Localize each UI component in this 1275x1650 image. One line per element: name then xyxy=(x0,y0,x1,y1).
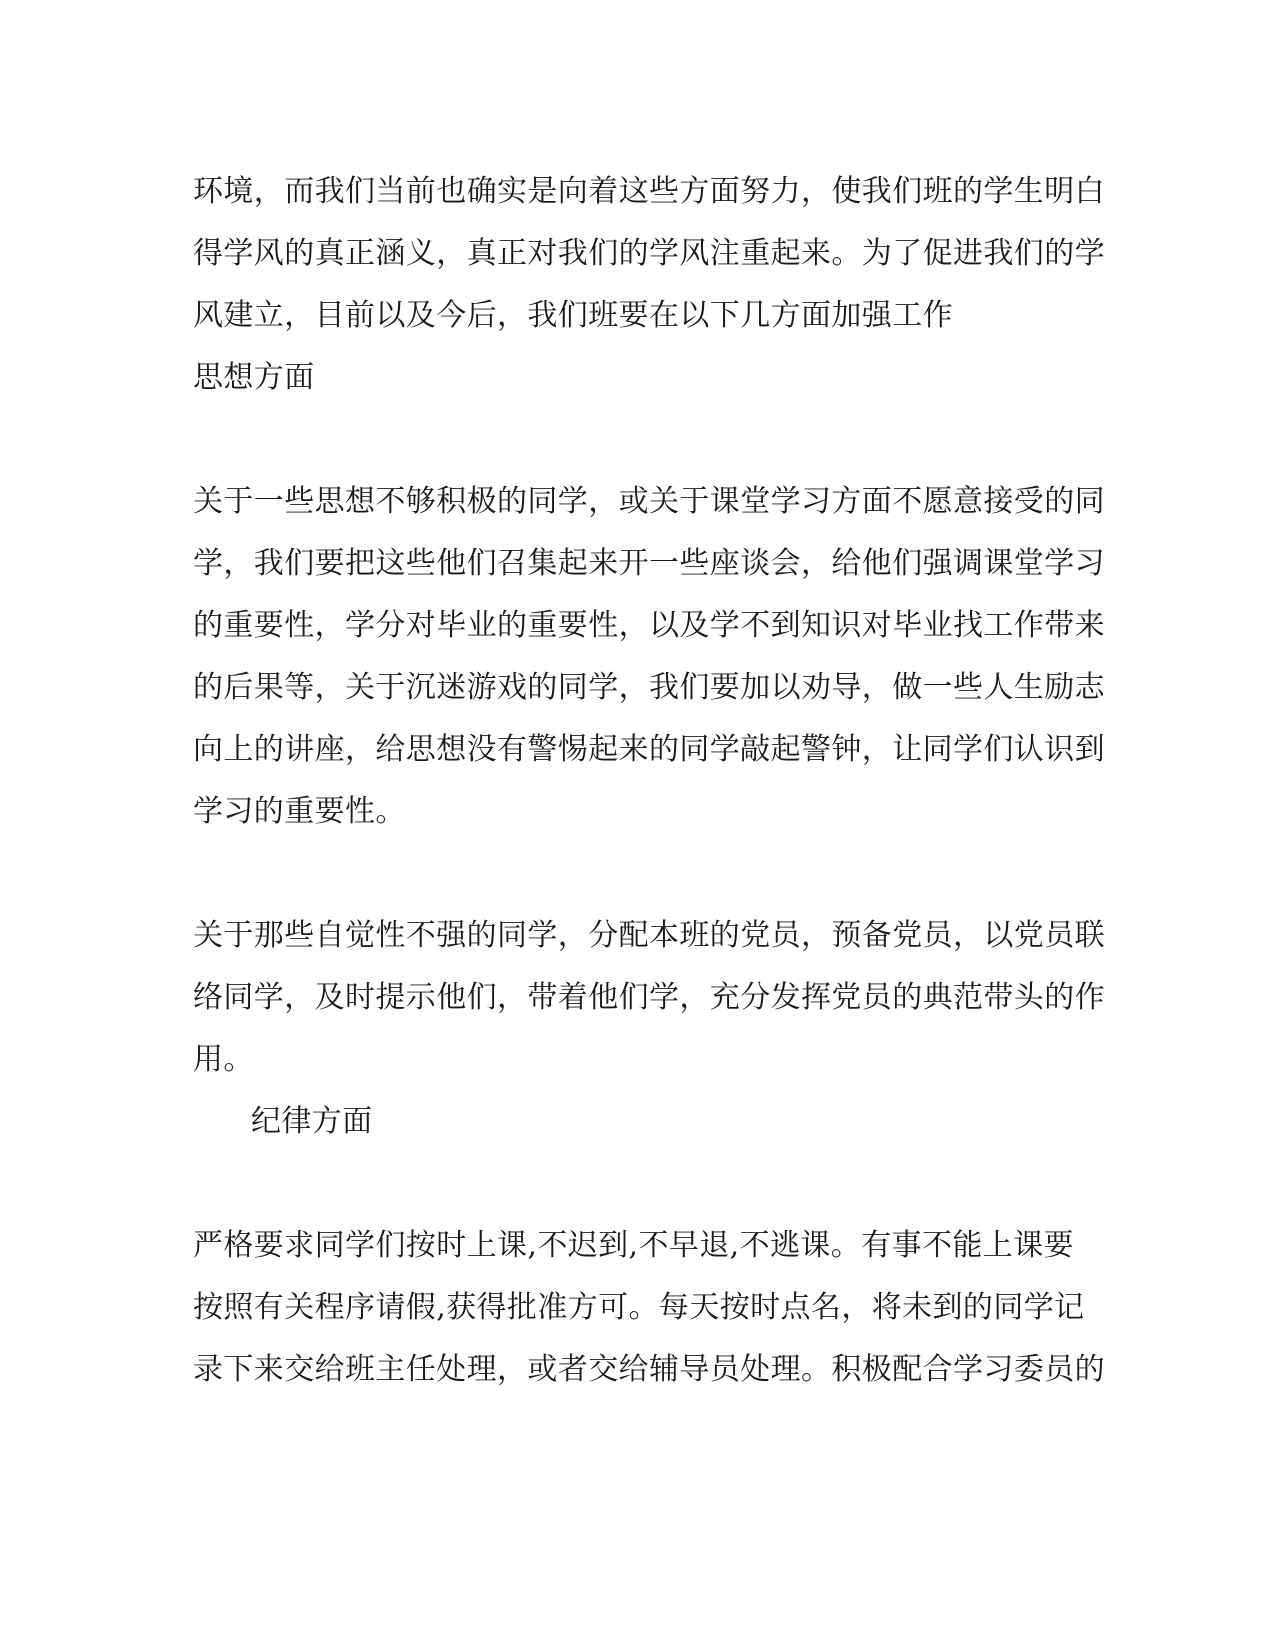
text-line: 得学风的真正涵义，真正对我们的学风注重起来。为了促进我们的学 xyxy=(193,236,1105,271)
text-line: 按照有关程序请假,获得批准方可。每天按时点名，将未到的同学记 xyxy=(193,1290,1085,1325)
text-line: 关于一些思想不够积极的同学，或关于课堂学习方面不愿意接受的同 xyxy=(193,484,1105,519)
text-line: 用。 xyxy=(193,1042,254,1077)
text-line: 的后果等，关于沉迷游戏的同学，我们要加以劝导，做一些人生励志 xyxy=(193,670,1105,705)
text-line: 关于那些自觉性不强的同学，分配本班的党员，预备党员，以党员联 xyxy=(193,918,1105,953)
section-heading-discipline: 纪律方面 xyxy=(251,1104,373,1139)
section-heading-thought: 思想方面 xyxy=(193,360,315,395)
text-line: 学，我们要把这些他们召集起来开一些座谈会，给他们强调课堂学习 xyxy=(193,546,1105,581)
text-line: 的重要性，学分对毕业的重要性，以及学不到知识对毕业找工作带来 xyxy=(193,608,1105,643)
text-line: 环境，而我们当前也确实是向着这些方面努力，使我们班的学生明白 xyxy=(193,174,1105,209)
text-line: 向上的讲座，给思想没有警惕起来的同学敲起警钟，让同学们认识到 xyxy=(193,732,1105,767)
text-line: 严格要求同学们按时上课,不迟到,不早退,不逃课。有事不能上课要 xyxy=(193,1228,1075,1263)
text-line: 录下来交给班主任处理，或者交给辅导员处理。积极配合学习委员的 xyxy=(193,1352,1105,1387)
text-line: 学习的重要性。 xyxy=(193,794,406,829)
text-line: 络同学，及时提示他们，带着他们学，充分发挥党员的典范带头的作 xyxy=(193,980,1105,1015)
text-line: 风建立，目前以及今后，我们班要在以下几方面加强工作 xyxy=(193,298,953,333)
